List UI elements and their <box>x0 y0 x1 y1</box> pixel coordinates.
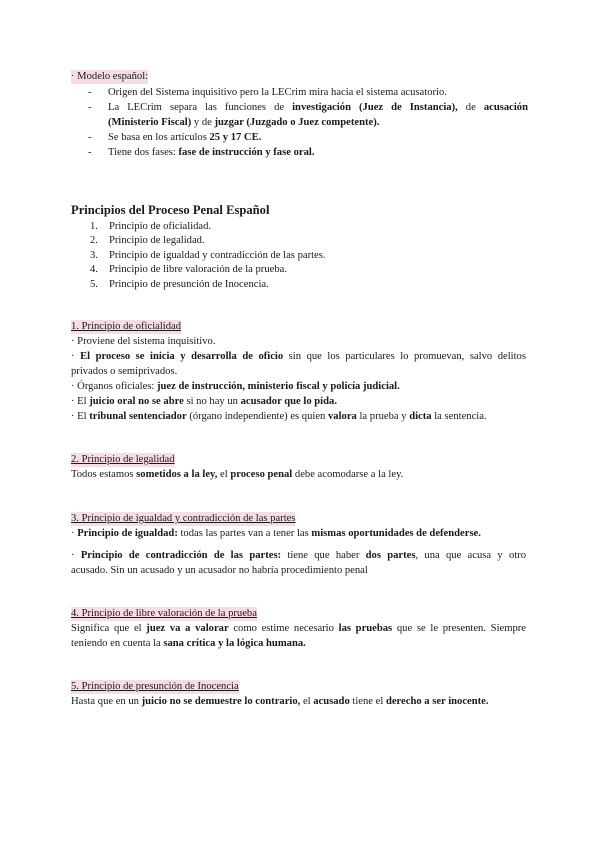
s4-line: Significa que el juez va a valorar como estime necesario las pruebas que se le presenten. Siempre <box>71 623 526 634</box>
section-2-title: 2. Principio de legalidad <box>71 454 175 465</box>
intro-bullet-2-line2: (Ministerio Fiscal) y de juzgar (Juzgado o Juez competente). <box>108 117 380 128</box>
intro-heading: · Modelo español: <box>71 71 149 82</box>
s3-line: acusado. Sin un acusado y un acusador no habría procedimiento penal <box>71 565 368 576</box>
intro-bullet-1: Origen del Sistema inquisitivo pero la LECrim mira hacia el sistema acusatorio. <box>108 87 447 98</box>
section-3-title: 3. Principio de igualdad y contradicción de las partes <box>71 513 296 524</box>
s1-line: · Proviene del sistema inquisitivo. <box>71 336 216 347</box>
list-number: 3. <box>90 250 98 261</box>
list-item: Principio de presunción de Inocencia. <box>109 279 269 290</box>
list-number: 4. <box>90 264 98 275</box>
list-item: Principio de oficialidad. <box>109 221 212 232</box>
s5-line: Hasta que en un juicio no se demuestre lo contrario, el acusado tiene el derecho a ser inocente. <box>71 696 489 707</box>
s1-line: · Órganos oficiales: juez de instrucción, ministerio fiscal y policía judicial. <box>71 381 400 392</box>
s3-line: · Principio de contradicción de las partes: tiene que haber dos partes, una que acusa y otro <box>71 550 527 561</box>
s1-line: · El proceso se inicia y desarrolla de oficio sin que los particulares lo promuevan, salvo delitos <box>71 351 526 362</box>
s3-line: · Principio de igualdad: todas las partes van a tener las mismas oportunidades de defenderse. <box>71 528 481 539</box>
list-number: 2. <box>90 235 98 246</box>
section-5-title: 5. Principio de presunción de Inocencia <box>71 681 239 692</box>
section-heading: Principios del Proceso Penal Español <box>71 203 270 217</box>
list-item: Principio de legalidad. <box>109 235 205 246</box>
s2-line: Todos estamos sometidos a la ley, el proceso penal debe acomodarse a la ley. <box>71 469 404 480</box>
list-item: Principio de libre valoración de la prueba. <box>109 264 287 275</box>
list-number: 1. <box>90 221 98 232</box>
bullet-dash: - <box>88 132 92 143</box>
bullet-dash: - <box>88 87 92 98</box>
s1-line: privados o semiprivados. <box>71 366 178 377</box>
s1-line: · El tribunal sentenciador (órgano independiente) es quien valora la prueba y dicta la sentencia. <box>71 411 487 422</box>
s1-line: · El juicio oral no se abre si no hay un acusador que lo pida. <box>71 396 337 407</box>
intro-bullet-3: Se basa en los artículos 25 y 17 CE. <box>108 132 262 143</box>
bullet-dash: - <box>88 102 92 113</box>
s4-line: teniendo en cuenta la sana crítica y la lógica humana. <box>71 638 306 649</box>
list-item: Principio de igualdad y contradicción de las partes. <box>109 250 326 261</box>
list-number: 5. <box>90 279 98 290</box>
intro-bullet-2-line1: La LECrim separa las funciones de investigación (Juez de Instancia), de acusación <box>108 102 528 113</box>
section-1-title: 1. Principio de oficialidad <box>71 321 182 332</box>
bullet-dash: - <box>88 147 92 158</box>
intro-bullet-4: Tiene dos fases: fase de instrucción y fase oral. <box>108 147 315 158</box>
section-4-title: 4. Principio de libre valoración de la prueba <box>71 608 257 619</box>
